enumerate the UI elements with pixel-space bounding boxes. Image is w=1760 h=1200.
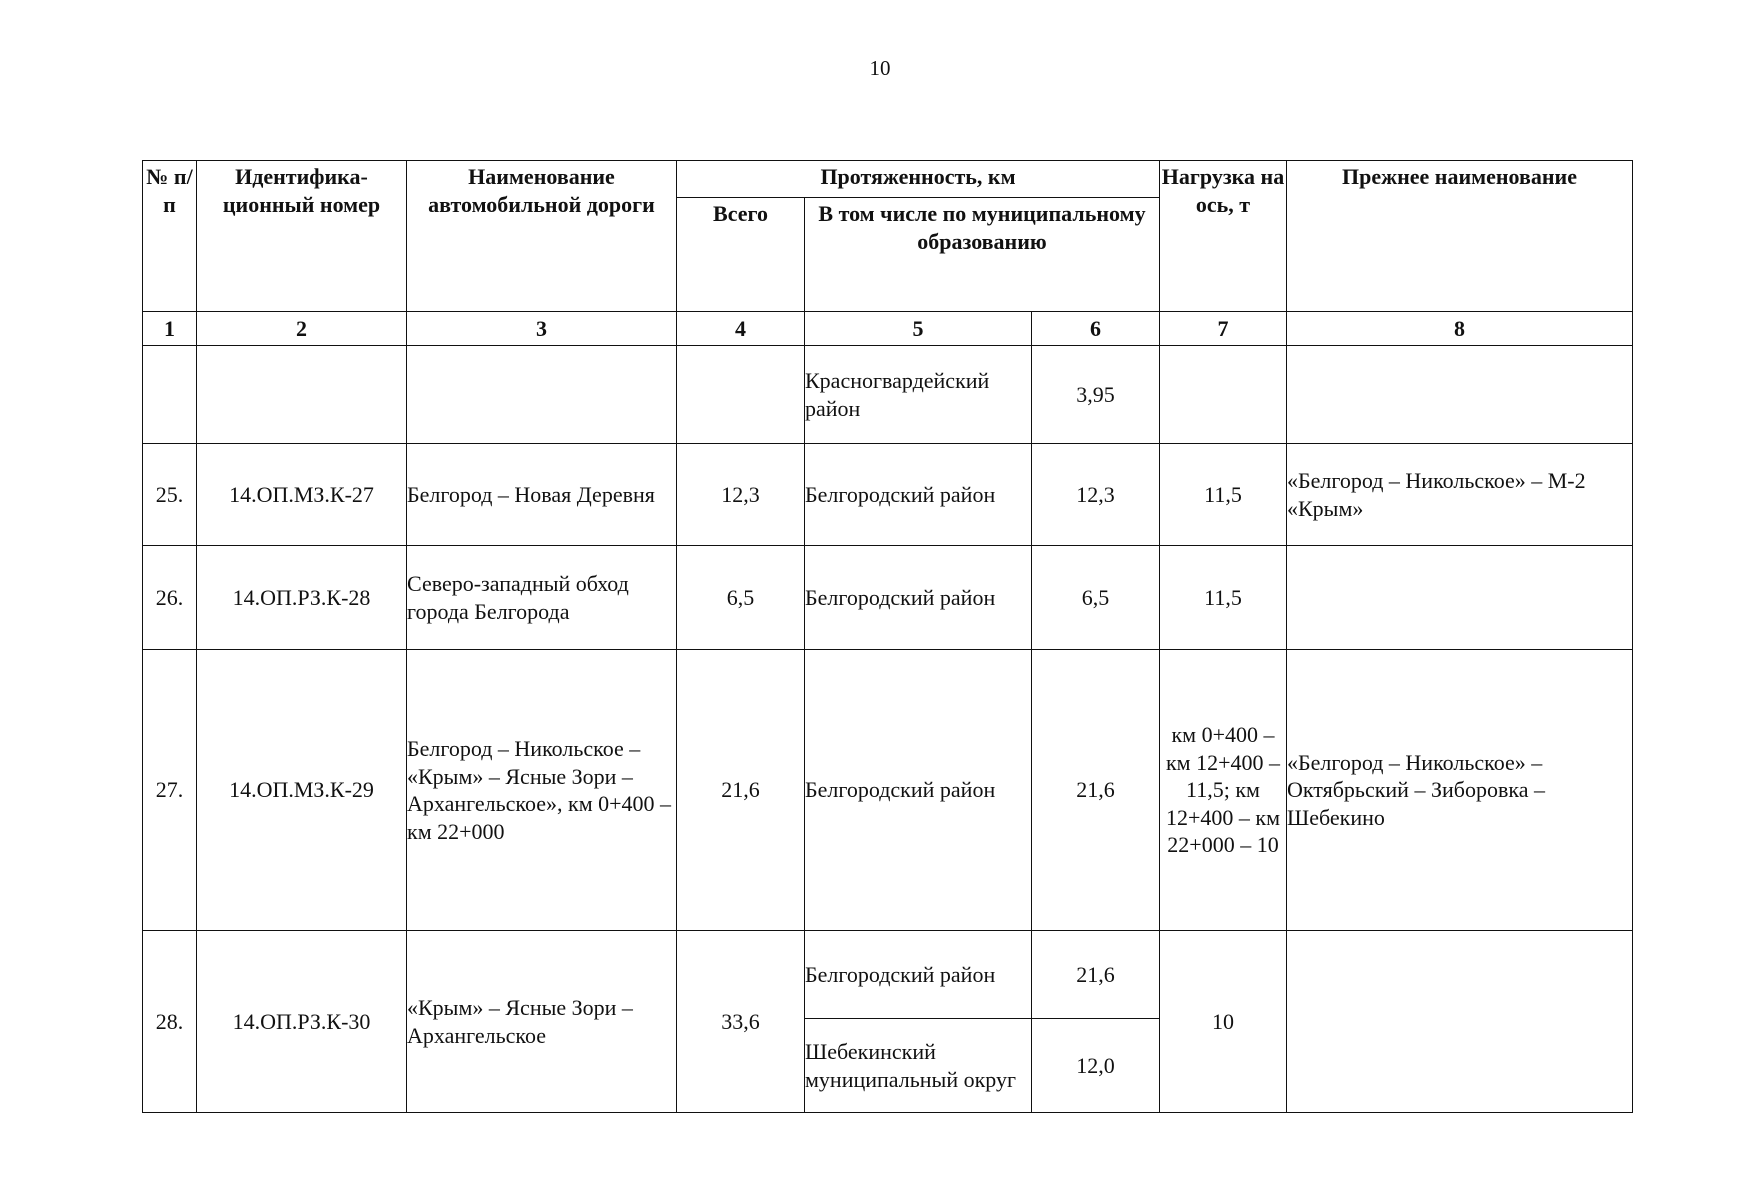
- row-name: [407, 346, 677, 444]
- row-num: [143, 346, 197, 444]
- row-name: Белгород – Новая Деревня: [407, 444, 677, 546]
- header-load: Нагрузка на ось, т: [1160, 161, 1287, 312]
- row-num: 27.: [143, 650, 197, 931]
- row-name: Северо-западный обход города Белгорода: [407, 546, 677, 650]
- column-number: 8: [1287, 312, 1633, 346]
- row-load: 11,5: [1160, 546, 1287, 650]
- page-number: 10: [869, 56, 891, 80]
- row-total: [677, 346, 805, 444]
- row-id: 14.ОП.РЗ.К-28: [197, 546, 407, 650]
- column-number: 4: [677, 312, 805, 346]
- row-id: 14.ОП.МЗ.К-27: [197, 444, 407, 546]
- row-id: 14.ОП.МЗ.К-29: [197, 650, 407, 931]
- header-municipal: В том числе по муниципальному образованию: [805, 198, 1160, 312]
- row-load: 10: [1160, 931, 1287, 1113]
- header-former: Прежнее наименование: [1287, 161, 1633, 312]
- header-name: Наименование автомобильной дороги: [407, 161, 677, 312]
- header-total: Всего: [677, 198, 805, 312]
- row-id: [197, 346, 407, 444]
- row-total: 6,5: [677, 546, 805, 650]
- column-number: 1: [143, 312, 197, 346]
- row-total: 12,3: [677, 444, 805, 546]
- row-former: «Белгород – Никольское» – М-2 «Крым»: [1287, 444, 1633, 546]
- roads-table: [142, 160, 1633, 1113]
- row-name: Белгород – Никольское – «Крым» – Ясные Зори – Архангельское», км 0+400 – км 22+000: [407, 650, 677, 931]
- row-district-km: 21,6: [1032, 650, 1160, 931]
- column-number: 6: [1032, 312, 1160, 346]
- row-district-km: 21,6: [1032, 931, 1160, 1019]
- row-former: «Белгород – Никольское» – Октябрьский – Зиборовка – Шебекино: [1287, 650, 1633, 931]
- header-num: № п/п: [143, 161, 197, 312]
- row-total: 33,6: [677, 931, 805, 1113]
- row-district-km: 3,95: [1032, 346, 1160, 444]
- row-district: Белгородский район: [805, 931, 1032, 1019]
- table-row: [143, 346, 1633, 444]
- row-former: [1287, 931, 1633, 1113]
- row-num: 26.: [143, 546, 197, 650]
- table-row: [143, 444, 1633, 546]
- header-id: Идентифика-ционный номер: [197, 161, 407, 312]
- row-former: [1287, 346, 1633, 444]
- row-load: км 0+400 – км 12+400 – 11,5; км 12+400 – км 22+000 – 10: [1160, 650, 1287, 931]
- row-district-km: 6,5: [1032, 546, 1160, 650]
- row-district-km: 12,3: [1032, 444, 1160, 546]
- table-row: [143, 546, 1633, 650]
- row-district: Белгородский район: [805, 546, 1032, 650]
- column-number: 7: [1160, 312, 1287, 346]
- row-num: 25.: [143, 444, 197, 546]
- table-row: [143, 650, 1633, 931]
- row-total: 21,6: [677, 650, 805, 931]
- row-id: 14.ОП.РЗ.К-30: [197, 931, 407, 1113]
- row-district: Белгородский район: [805, 444, 1032, 546]
- header-length: Протяженность, км: [677, 161, 1160, 198]
- column-number: 5: [805, 312, 1032, 346]
- column-number: 2: [197, 312, 407, 346]
- table-row: [143, 931, 1633, 1019]
- column-number-row: [143, 312, 1633, 346]
- row-load: 11,5: [1160, 444, 1287, 546]
- row-num: 28.: [143, 931, 197, 1113]
- row-district: Белгородский район: [805, 650, 1032, 931]
- row-former: [1287, 546, 1633, 650]
- row-name: «Крым» – Ясные Зори – Архангельское: [407, 931, 677, 1113]
- column-number: 3: [407, 312, 677, 346]
- row-district-km: 12,0: [1032, 1019, 1160, 1113]
- row-load: [1160, 346, 1287, 444]
- row-district: Красногвардейский район: [805, 346, 1032, 444]
- row-district: Шебекинский муниципальный округ: [805, 1019, 1032, 1113]
